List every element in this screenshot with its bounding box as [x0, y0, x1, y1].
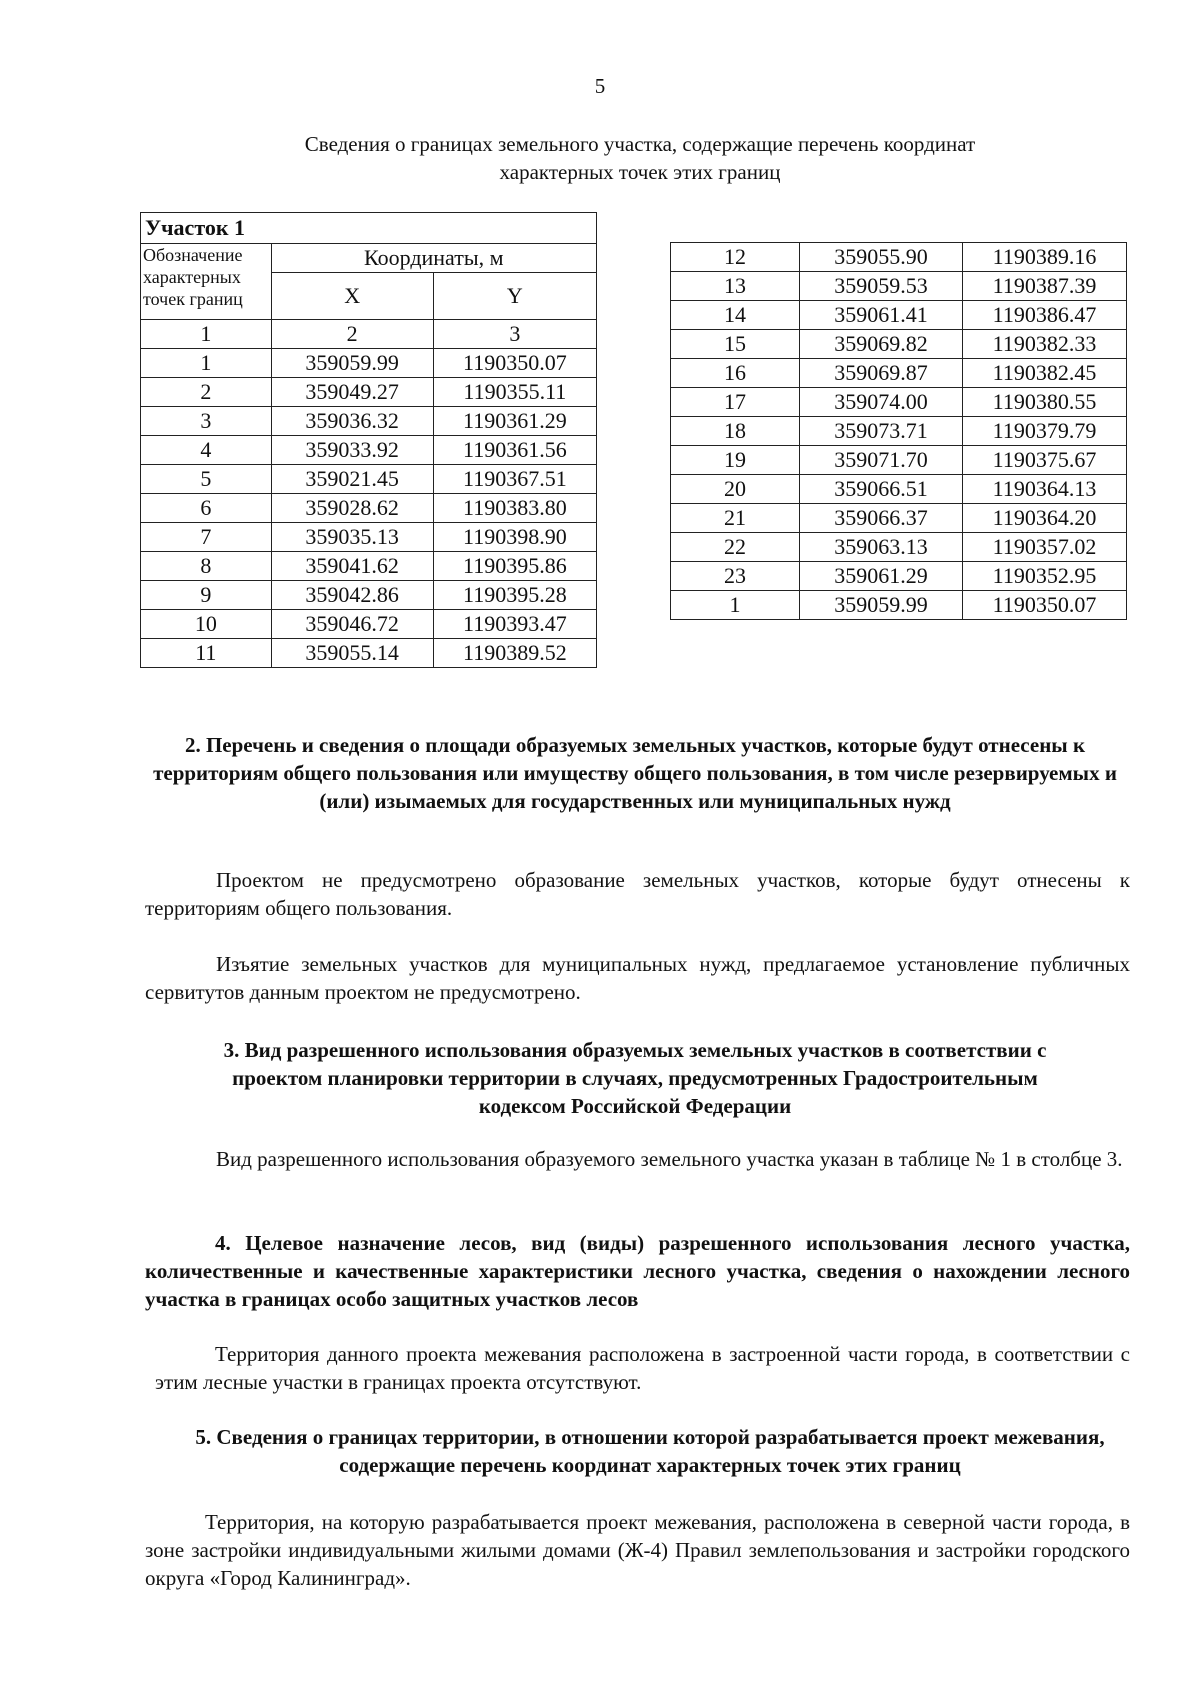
x-coordinate-cell: 359049.27 — [271, 378, 433, 407]
column-number-row — [141, 320, 597, 349]
x-coordinate-cell: 359042.86 — [271, 581, 433, 610]
section2-heading: 2. Перечень и сведения о площади образуемых земельных участков, которые будут отнесены к территориям общего пользования или имуществу общего пользования, в том числе резервируемых и (или) изымаемых для государственных или муниципальных нужд — [153, 733, 1117, 813]
section3-paragraph1: Вид разрешенного использования образуемого земельного участка указан в таблице № 1 в столбце 3. — [216, 1147, 1123, 1171]
point-number-cell: 13 — [671, 272, 800, 301]
point-number-cell: 19 — [671, 446, 800, 475]
point-number-cell: 10 — [141, 610, 272, 639]
y-coordinate-cell: 1190389.16 — [963, 243, 1127, 272]
x-coordinate-cell: 359069.82 — [800, 330, 963, 359]
coordinates-heading — [200, 130, 1080, 186]
x-coordinate-cell: 359055.14 — [271, 639, 433, 668]
y-coordinate-cell: 1190380.55 — [963, 388, 1127, 417]
y-coordinate-cell: 1190375.67 — [963, 446, 1127, 475]
point-number-cell: 8 — [141, 552, 272, 581]
column-number-1: 1 — [141, 320, 272, 349]
table-row — [141, 465, 597, 494]
x-coordinate-cell: 359069.87 — [800, 359, 963, 388]
y-coordinate-cell: 1190357.02 — [963, 533, 1127, 562]
header-designation: Обозначение характерных точек границ — [141, 244, 272, 320]
table-row — [141, 436, 597, 465]
x-coordinate-cell: 359061.29 — [800, 562, 963, 591]
section5-heading: 5. Сведения о границах территории, в отношении которой разрабатывается проект межевания, содержащие перечень координат характерных точек этих границ — [195, 1425, 1105, 1477]
point-number-cell: 1 — [141, 349, 272, 378]
x-coordinate-cell: 359059.99 — [271, 349, 433, 378]
table-row — [141, 407, 597, 436]
table-row — [671, 272, 1127, 301]
table-row — [671, 359, 1127, 388]
table-row — [671, 533, 1127, 562]
section3-heading: 3. Вид разрешенного использования образуемых земельных участков в соответствии с проектом планировки территории в случаях, предусмотренных Градостроительным кодексом Российской Федерации — [223, 1038, 1047, 1118]
column-number-3: 3 — [433, 320, 596, 349]
section2-paragraph1: Проектом не предусмотрено образование земельных участков, которые будут отнесены к территориям общего пользования. — [145, 868, 1130, 920]
y-coordinate-cell: 1190350.07 — [433, 349, 596, 378]
y-coordinate-cell: 1190398.90 — [433, 523, 596, 552]
header-y: Y — [433, 273, 596, 320]
coordinates-table-right — [670, 242, 1127, 620]
y-coordinate-cell: 1190379.79 — [963, 417, 1127, 446]
table-row — [671, 301, 1127, 330]
section2-paragraph2: Изъятие земельных участков для муниципальных нужд, предлагаемое установление публичных сервитутов данным проектом не предусмотрено. — [145, 952, 1130, 1004]
table-row — [141, 639, 597, 668]
coordinates-heading-line2: характерных точек этих границ — [499, 160, 781, 184]
table-row — [141, 494, 597, 523]
y-coordinate-cell: 1190364.13 — [963, 475, 1127, 504]
x-coordinate-cell: 359059.53 — [800, 272, 963, 301]
table-row — [671, 446, 1127, 475]
table-row — [671, 243, 1127, 272]
coordinates-heading-line1: Сведения о границах земельного участка, содержащие перечень координат — [304, 132, 976, 156]
x-coordinate-cell: 359066.51 — [800, 475, 963, 504]
x-coordinate-cell: 359066.37 — [800, 504, 963, 533]
y-coordinate-cell: 1190393.47 — [433, 610, 596, 639]
y-coordinate-cell: 1190361.56 — [433, 436, 596, 465]
x-coordinate-cell: 359035.13 — [271, 523, 433, 552]
y-coordinate-cell: 1190395.86 — [433, 552, 596, 581]
y-coordinate-cell: 1190386.47 — [963, 301, 1127, 330]
x-coordinate-cell: 359041.62 — [271, 552, 433, 581]
y-coordinate-cell: 1190382.45 — [963, 359, 1127, 388]
page-number: 5 — [594, 74, 606, 98]
table-row — [671, 504, 1127, 533]
table-row — [671, 388, 1127, 417]
y-coordinate-cell: 1190389.52 — [433, 639, 596, 668]
point-number-cell: 9 — [141, 581, 272, 610]
x-coordinate-cell: 359071.70 — [800, 446, 963, 475]
table-row — [671, 562, 1127, 591]
table-row — [671, 330, 1127, 359]
y-coordinate-cell: 1190383.80 — [433, 494, 596, 523]
point-number-cell: 15 — [671, 330, 800, 359]
x-coordinate-cell: 359073.71 — [800, 417, 963, 446]
y-coordinate-cell: 1190382.33 — [963, 330, 1127, 359]
y-coordinate-cell: 1190367.51 — [433, 465, 596, 494]
plot-label-row — [141, 213, 597, 244]
point-number-cell: 23 — [671, 562, 800, 591]
table-row — [141, 378, 597, 407]
y-coordinate-cell: 1190387.39 — [963, 272, 1127, 301]
y-coordinate-cell: 1190352.95 — [963, 562, 1127, 591]
point-number-cell: 14 — [671, 301, 800, 330]
coordinates-table-left — [140, 212, 597, 668]
table-row — [141, 581, 597, 610]
point-number-cell: 5 — [141, 465, 272, 494]
point-number-cell: 3 — [141, 407, 272, 436]
header-row — [141, 244, 597, 273]
plot-label: Участок 1 — [141, 213, 597, 244]
x-coordinate-cell: 359036.32 — [271, 407, 433, 436]
table-row — [141, 552, 597, 581]
section5-paragraph1: Территория, на которую разрабатывается проект межевания, расположена в северной части города, в зоне застройки индивидуальными жилыми домами (Ж-4) Правил землепользования и застройки городского округа «Город Калининград». — [145, 1510, 1130, 1590]
y-coordinate-cell: 1190355.11 — [433, 378, 596, 407]
y-coordinate-cell: 1190395.28 — [433, 581, 596, 610]
column-number-2: 2 — [271, 320, 433, 349]
point-number-cell: 7 — [141, 523, 272, 552]
point-number-cell: 11 — [141, 639, 272, 668]
table-row — [141, 610, 597, 639]
table-row — [141, 523, 597, 552]
header-coordinates: Координаты, м — [271, 244, 596, 273]
section4-paragraph1: Территория данного проекта межевания расположена в застроенной части города, в соответствии с этим лесные участки в границах проекта отсутствуют. — [155, 1342, 1130, 1394]
table-row — [671, 417, 1127, 446]
x-coordinate-cell: 359074.00 — [800, 388, 963, 417]
point-number-cell: 12 — [671, 243, 800, 272]
section4-heading: 4. Целевое назначение лесов, вид (виды) разрешенного использования лесного участка, количественные и качественные характеристики лесного участка, сведения о нахождении лесного участка в границах особо защитных участков лесов — [145, 1231, 1130, 1311]
point-number-cell: 4 — [141, 436, 272, 465]
y-coordinate-cell: 1190361.29 — [433, 407, 596, 436]
x-coordinate-cell: 359021.45 — [271, 465, 433, 494]
point-number-cell: 18 — [671, 417, 800, 446]
point-number-cell: 17 — [671, 388, 800, 417]
point-number-cell: 2 — [141, 378, 272, 407]
x-coordinate-cell: 359055.90 — [800, 243, 963, 272]
x-coordinate-cell: 359061.41 — [800, 301, 963, 330]
x-coordinate-cell: 359063.13 — [800, 533, 963, 562]
point-number-cell: 16 — [671, 359, 800, 388]
table-row — [671, 591, 1127, 620]
point-number-cell: 21 — [671, 504, 800, 533]
x-coordinate-cell: 359033.92 — [271, 436, 433, 465]
point-number-cell: 1 — [671, 591, 800, 620]
x-coordinate-cell: 359028.62 — [271, 494, 433, 523]
y-coordinate-cell: 1190350.07 — [963, 591, 1127, 620]
header-x: X — [271, 273, 433, 320]
x-coordinate-cell: 359059.99 — [800, 591, 963, 620]
point-number-cell: 22 — [671, 533, 800, 562]
x-coordinate-cell: 359046.72 — [271, 610, 433, 639]
y-coordinate-cell: 1190364.20 — [963, 504, 1127, 533]
point-number-cell: 6 — [141, 494, 272, 523]
table-row — [141, 349, 597, 378]
point-number-cell: 20 — [671, 475, 800, 504]
table-row — [671, 475, 1127, 504]
